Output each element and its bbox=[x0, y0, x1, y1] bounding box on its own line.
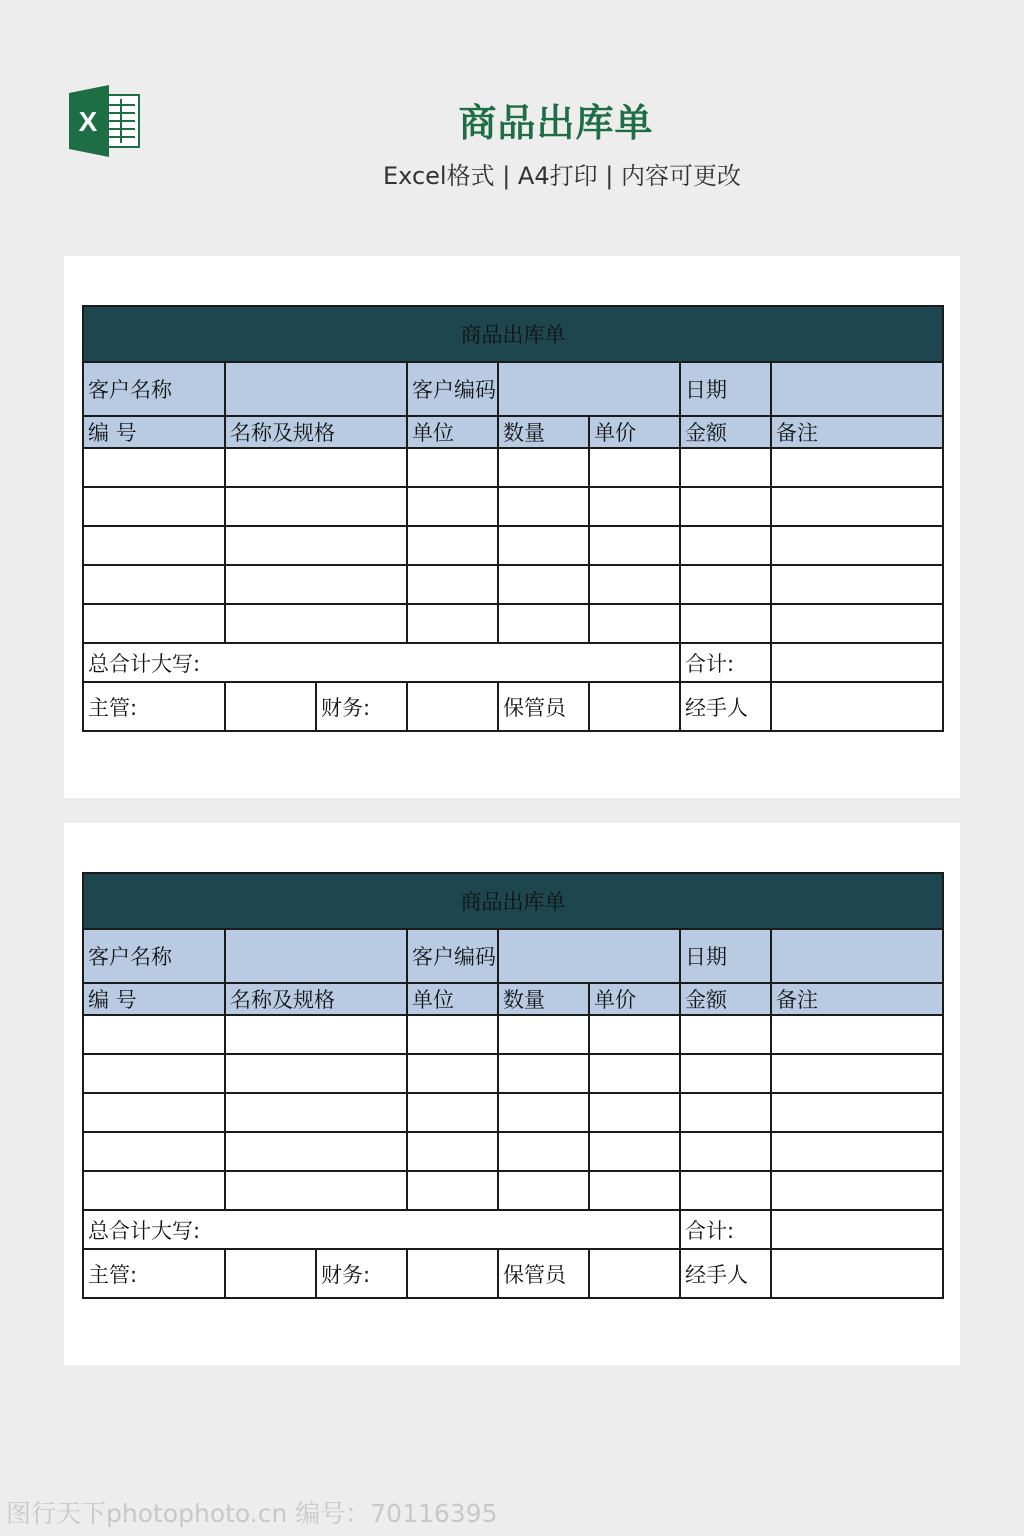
cell-number[interactable] bbox=[83, 1015, 225, 1054]
total-in-words-label: 总合计大写: bbox=[83, 643, 680, 682]
table-row bbox=[83, 526, 943, 565]
cell-amount[interactable] bbox=[680, 1171, 771, 1210]
page-title: 商品出库单 bbox=[458, 101, 654, 145]
watermark: 图行天下photophoto.cn 编号：70116395 bbox=[6, 1499, 498, 1528]
date-value[interactable] bbox=[771, 362, 943, 416]
cell-remarks[interactable] bbox=[771, 604, 943, 643]
cell-unit-price[interactable] bbox=[589, 526, 680, 565]
cell-unit[interactable] bbox=[407, 1171, 498, 1210]
supervisor-value[interactable] bbox=[225, 682, 316, 731]
date-label: 日期 bbox=[680, 929, 771, 983]
cell-quantity[interactable] bbox=[498, 565, 589, 604]
cell-unit[interactable] bbox=[407, 526, 498, 565]
cell-unit[interactable] bbox=[407, 487, 498, 526]
cell-number[interactable] bbox=[83, 448, 225, 487]
table-row bbox=[83, 1093, 943, 1132]
cell-number[interactable] bbox=[83, 526, 225, 565]
cell-unit-price[interactable] bbox=[589, 1054, 680, 1093]
finance-value[interactable] bbox=[407, 1249, 498, 1298]
cell-unit-price[interactable] bbox=[589, 1015, 680, 1054]
cell-number[interactable] bbox=[83, 487, 225, 526]
cell-number[interactable] bbox=[83, 1093, 225, 1132]
cell-name-spec[interactable] bbox=[225, 448, 407, 487]
date-label: 日期 bbox=[680, 362, 771, 416]
cell-name-spec[interactable] bbox=[225, 1093, 407, 1132]
cell-name-spec[interactable] bbox=[225, 1171, 407, 1210]
column-header-name-spec: 名称及规格 bbox=[225, 983, 407, 1015]
supervisor-value[interactable] bbox=[225, 1249, 316, 1298]
handler-value[interactable] bbox=[771, 682, 943, 731]
cell-remarks[interactable] bbox=[771, 1054, 943, 1093]
total-in-words-label: 总合计大写: bbox=[83, 1210, 680, 1249]
cell-remarks[interactable] bbox=[771, 526, 943, 565]
total-label: 合计: bbox=[680, 1210, 771, 1249]
cell-quantity[interactable] bbox=[498, 448, 589, 487]
cell-quantity[interactable] bbox=[498, 1054, 589, 1093]
cell-unit-price[interactable] bbox=[589, 1093, 680, 1132]
cell-unit[interactable] bbox=[407, 448, 498, 487]
cell-amount[interactable] bbox=[680, 1054, 771, 1093]
column-header-unit: 单位 bbox=[407, 983, 498, 1015]
form-title: 商品出库单 bbox=[83, 306, 943, 362]
cell-unit[interactable] bbox=[407, 565, 498, 604]
cell-unit[interactable] bbox=[407, 604, 498, 643]
cell-name-spec[interactable] bbox=[225, 604, 407, 643]
column-header-quantity: 数量 bbox=[498, 983, 589, 1015]
total-value[interactable] bbox=[771, 1210, 943, 1249]
table-row bbox=[83, 487, 943, 526]
finance-value[interactable] bbox=[407, 682, 498, 731]
cell-amount[interactable] bbox=[680, 565, 771, 604]
cell-quantity[interactable] bbox=[498, 1171, 589, 1210]
keeper-label: 保管员 bbox=[498, 682, 589, 731]
cell-number[interactable] bbox=[83, 1171, 225, 1210]
cell-remarks[interactable] bbox=[771, 1171, 943, 1210]
cell-unit-price[interactable] bbox=[589, 487, 680, 526]
form-card-1 bbox=[64, 256, 960, 798]
handler-value[interactable] bbox=[771, 1249, 943, 1298]
column-header-unit-price: 单价 bbox=[589, 416, 680, 448]
cell-unit[interactable] bbox=[407, 1132, 498, 1171]
cell-name-spec[interactable] bbox=[225, 526, 407, 565]
cell-unit[interactable] bbox=[407, 1093, 498, 1132]
keeper-value[interactable] bbox=[589, 1249, 680, 1298]
outbound-form-table bbox=[82, 305, 944, 732]
customer-code-label: 客户编码 bbox=[407, 929, 498, 983]
total-label: 合计: bbox=[680, 643, 771, 682]
customer-name-value[interactable] bbox=[225, 362, 407, 416]
finance-label: 财务: bbox=[316, 1249, 407, 1298]
column-header-number: 编 号 bbox=[83, 416, 225, 448]
cell-name-spec[interactable] bbox=[225, 1054, 407, 1093]
cell-amount[interactable] bbox=[680, 526, 771, 565]
cell-remarks[interactable] bbox=[771, 565, 943, 604]
cell-amount[interactable] bbox=[680, 1015, 771, 1054]
cell-amount[interactable] bbox=[680, 1132, 771, 1171]
table-row bbox=[83, 1054, 943, 1093]
cell-quantity[interactable] bbox=[498, 1093, 589, 1132]
customer-code-value[interactable] bbox=[498, 929, 680, 983]
cell-quantity[interactable] bbox=[498, 604, 589, 643]
customer-name-value[interactable] bbox=[225, 929, 407, 983]
cell-amount[interactable] bbox=[680, 487, 771, 526]
cell-number[interactable] bbox=[83, 1054, 225, 1093]
cell-remarks[interactable] bbox=[771, 487, 943, 526]
column-header-number: 编 号 bbox=[83, 983, 225, 1015]
column-header-unit-price: 单价 bbox=[589, 983, 680, 1015]
cell-name-spec[interactable] bbox=[225, 1132, 407, 1171]
table-row bbox=[83, 604, 943, 643]
cell-unit-price[interactable] bbox=[589, 448, 680, 487]
column-header-remarks: 备注 bbox=[771, 983, 943, 1015]
cell-amount[interactable] bbox=[680, 604, 771, 643]
cell-number[interactable] bbox=[83, 1132, 225, 1171]
handler-label: 经手人 bbox=[680, 1249, 771, 1298]
outbound-form-table bbox=[82, 872, 944, 1299]
cell-quantity[interactable] bbox=[498, 487, 589, 526]
column-header-amount: 金额 bbox=[680, 416, 771, 448]
cell-remarks[interactable] bbox=[771, 1093, 943, 1132]
table-row bbox=[83, 448, 943, 487]
page-subtitle: Excel格式 | A4打印 | 内容可更改 bbox=[383, 162, 741, 190]
table-row bbox=[83, 1015, 943, 1054]
form-card-2 bbox=[64, 823, 960, 1365]
supervisor-label: 主管: bbox=[83, 1249, 225, 1298]
cell-unit[interactable] bbox=[407, 1054, 498, 1093]
cell-name-spec[interactable] bbox=[225, 565, 407, 604]
supervisor-label: 主管: bbox=[83, 682, 225, 731]
cell-unit-price[interactable] bbox=[589, 565, 680, 604]
cell-quantity[interactable] bbox=[498, 526, 589, 565]
cell-quantity[interactable] bbox=[498, 1015, 589, 1054]
cell-name-spec[interactable] bbox=[225, 487, 407, 526]
column-header-quantity: 数量 bbox=[498, 416, 589, 448]
total-value[interactable] bbox=[771, 643, 943, 682]
column-header-unit: 单位 bbox=[407, 416, 498, 448]
customer-name-label: 客户名称 bbox=[83, 362, 225, 416]
column-header-remarks: 备注 bbox=[771, 416, 943, 448]
date-value[interactable] bbox=[771, 929, 943, 983]
finance-label: 财务: bbox=[316, 682, 407, 731]
handler-label: 经手人 bbox=[680, 682, 771, 731]
cell-unit-price[interactable] bbox=[589, 604, 680, 643]
cell-quantity[interactable] bbox=[498, 1132, 589, 1171]
cell-remarks[interactable] bbox=[771, 1015, 943, 1054]
keeper-label: 保管员 bbox=[498, 1249, 589, 1298]
table-row bbox=[83, 1132, 943, 1171]
cell-remarks[interactable] bbox=[771, 448, 943, 487]
cell-name-spec[interactable] bbox=[225, 1015, 407, 1054]
cell-remarks[interactable] bbox=[771, 1132, 943, 1171]
cell-amount[interactable] bbox=[680, 448, 771, 487]
cell-unit-price[interactable] bbox=[589, 1171, 680, 1210]
keeper-value[interactable] bbox=[589, 682, 680, 731]
form-title: 商品出库单 bbox=[83, 873, 943, 929]
customer-code-label: 客户编码 bbox=[407, 362, 498, 416]
cell-amount[interactable] bbox=[680, 1093, 771, 1132]
cell-unit-price[interactable] bbox=[589, 1132, 680, 1171]
cell-number[interactable] bbox=[83, 565, 225, 604]
customer-name-label: 客户名称 bbox=[83, 929, 225, 983]
customer-code-value[interactable] bbox=[498, 362, 680, 416]
table-row bbox=[83, 565, 943, 604]
column-header-name-spec: 名称及规格 bbox=[225, 416, 407, 448]
table-row bbox=[83, 1171, 943, 1210]
svg-text:X: X bbox=[78, 106, 98, 137]
cell-unit[interactable] bbox=[407, 1015, 498, 1054]
column-header-amount: 金额 bbox=[680, 983, 771, 1015]
cell-number[interactable] bbox=[83, 604, 225, 643]
